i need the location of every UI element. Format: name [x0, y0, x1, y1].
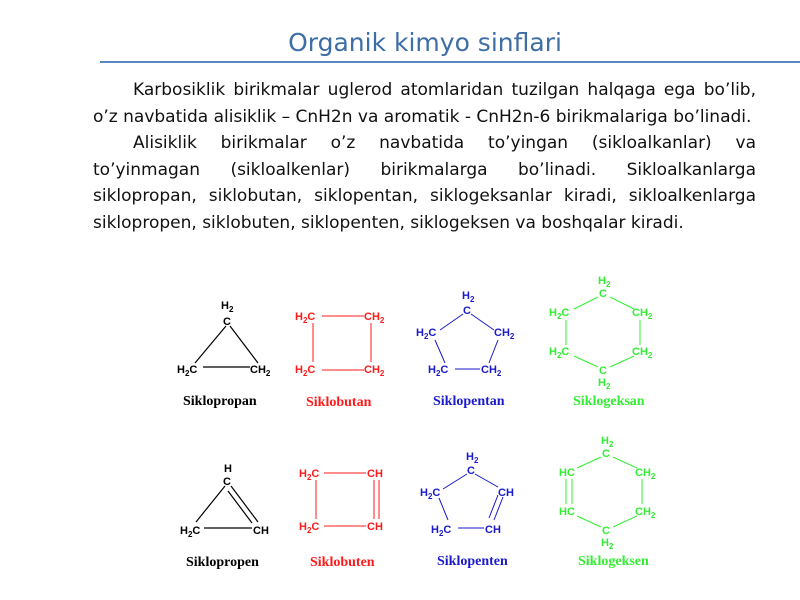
- svg-text:H2: $H_2$: [221, 300, 234, 314]
- svg-text:HC: HC: [559, 506, 575, 518]
- siklopropen-structure: [180, 463, 269, 570]
- paragraph-2: Alisiklik birikmalar o’z navbatida to’yingan (sikloalkanlar) va to’yinmagan (sikloalkenlar) birikmalarga bo’linadi. Sikloalkanlarga siklopropan, siklobutan, siklopentan, siklogeksanlar kiradi, sikloalkenlarga siklopropen, siklobuten, siklopenten, siklogeksen va boshqalar kiradi.: [93, 133, 756, 233]
- svg-text:H2C: $H_2C$: [295, 364, 316, 378]
- svg-text:C: C: [599, 288, 607, 300]
- siklogeksan-label: Siklogeksan: [573, 394, 645, 409]
- svg-text:H2C: $H_2C$: [299, 468, 320, 482]
- siklopenten-label: Siklopenten: [437, 554, 508, 569]
- svg-text:C: C: [223, 476, 231, 488]
- svg-text:H2C: $H_2C$: [299, 521, 320, 535]
- svg-text:H2: $H_2$: [601, 537, 614, 551]
- siklopenten-structure: [420, 451, 514, 569]
- svg-text:CH2: $CH_2$: [494, 327, 515, 341]
- siklopentan-label: Siklopentan: [433, 394, 505, 409]
- svg-text:H2: $H_2$: [598, 377, 611, 391]
- svg-text:CH: CH: [253, 525, 269, 537]
- svg-text:CH: CH: [498, 487, 514, 499]
- svg-text:H2C: $H_2C$: [295, 311, 316, 325]
- svg-text:H2C: $H_2C$: [180, 525, 201, 539]
- svg-text:CH2: $CH_2$: [364, 311, 385, 325]
- svg-text:CH2: $CH_2$: [635, 506, 656, 520]
- siklopentan-structure: [416, 290, 515, 409]
- page-title: Organik kimyo sinflari: [288, 28, 562, 57]
- svg-text:CH: CH: [485, 524, 501, 536]
- svg-text:CH2: $CH_2$: [632, 307, 653, 321]
- svg-text:H2: $H_2$: [466, 451, 479, 465]
- svg-text:CH2: $CH_2$: [364, 364, 385, 378]
- paragraph-1: Karbosiklik birikmalar uglerod atomlaridan tuzilgan halqaga ega bo’lib, o’z navbatida alisiklik – CnH2n va aromatik - CnH2n-6 birikmalariga bo’linadi.: [93, 80, 756, 127]
- siklobutan-label: Siklobutan: [306, 395, 372, 410]
- svg-text:C: C: [599, 365, 607, 377]
- svg-text:C: C: [463, 305, 471, 317]
- siklogeksan-structure: [549, 275, 653, 409]
- svg-text:HC: HC: [559, 467, 575, 479]
- svg-text:H2C: $H_2C$: [431, 524, 452, 538]
- siklogeksen-structure: [559, 435, 656, 569]
- svg-text:H2: $H_2$: [462, 290, 475, 304]
- svg-text:H: H: [224, 463, 232, 475]
- siklopropen-label: Siklopropen: [186, 555, 259, 570]
- svg-text:CH: CH: [367, 468, 383, 480]
- siklobuten-label: Siklobuten: [310, 555, 375, 570]
- svg-text:CH2: $CH_2$: [632, 346, 653, 360]
- svg-text:H2: $H_2$: [598, 275, 611, 289]
- svg-text:CH2: $CH_2$: [250, 364, 271, 378]
- svg-text:C: C: [223, 316, 231, 328]
- svg-text:CH2: $CH_2$: [635, 467, 656, 481]
- svg-text:CH2: $CH_2$: [481, 364, 502, 378]
- svg-text:H2C: $H_2C$: [177, 364, 198, 378]
- svg-text:H2C: $H_2C$: [549, 307, 570, 321]
- svg-text:H2: $H_2$: [601, 435, 614, 449]
- siklobuten-structure: [299, 468, 383, 570]
- svg-text:CH: CH: [367, 521, 383, 533]
- svg-text:C: C: [602, 525, 610, 537]
- siklopropan-structure: [177, 300, 271, 409]
- svg-text:C: C: [467, 465, 475, 477]
- siklopropan-label: Siklopropan: [183, 394, 257, 409]
- svg-text:H2C: $H_2C$: [428, 364, 449, 378]
- siklobutan-structure: [295, 311, 385, 410]
- svg-text:H2C: $H_2C$: [416, 327, 437, 341]
- svg-text:H2C: $H_2C$: [420, 487, 441, 501]
- svg-text:H2C: $H_2C$: [549, 346, 570, 360]
- svg-text:C: C: [602, 448, 610, 460]
- siklogeksen-label: Siklogeksen: [578, 554, 649, 569]
